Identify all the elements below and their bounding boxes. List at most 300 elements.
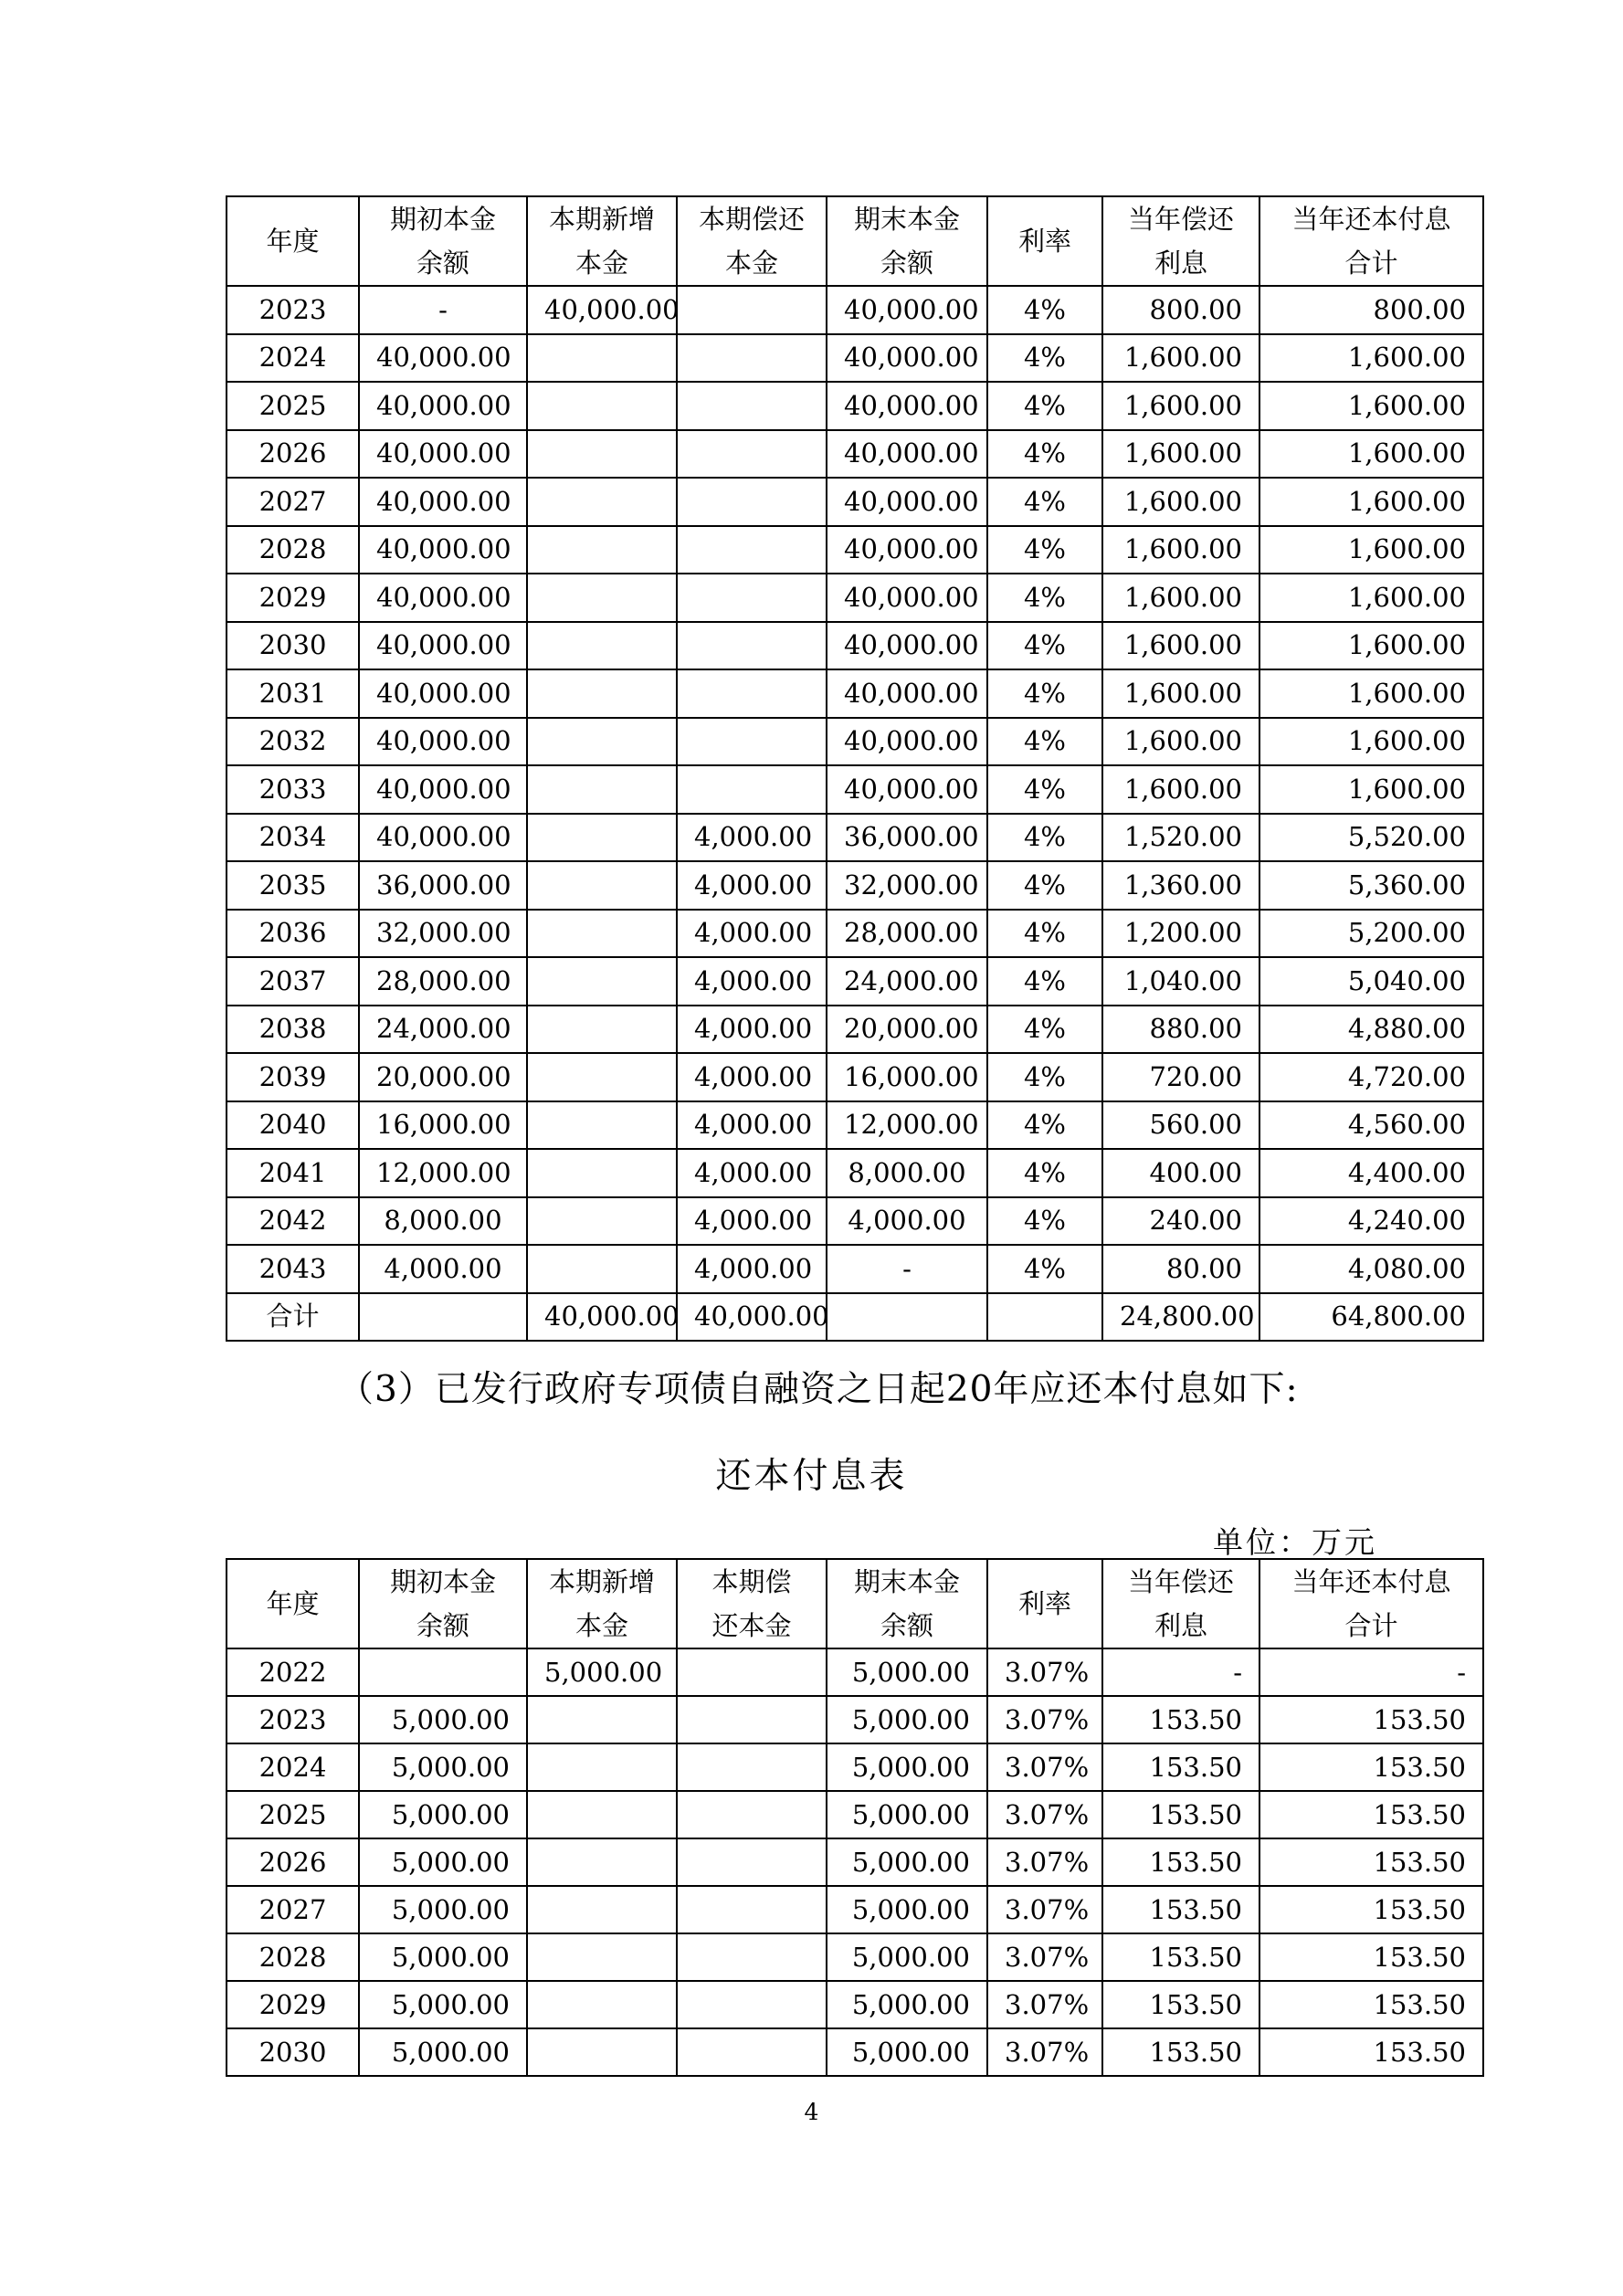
table-cell: 2023 [227, 286, 359, 334]
table-cell: 4,000.00 [677, 910, 827, 958]
table-cell: 40,000.00 [359, 574, 527, 622]
table-cell: 32,000.00 [359, 910, 527, 958]
table-cell: 40,000.00 [359, 814, 527, 862]
table-cell: 20,000.00 [827, 1006, 987, 1054]
table-cell: 1,040.00 [1102, 957, 1259, 1006]
table-cell: 4% [987, 478, 1102, 526]
table-cell: 4,000.00 [677, 1006, 827, 1054]
table-row [227, 334, 1483, 383]
table-cell: 40,000.00 [677, 1293, 827, 1342]
table-cell: 4% [987, 526, 1102, 574]
table-cell [527, 382, 677, 430]
table-cell: 5,360.00 [1259, 861, 1483, 910]
table-cell: 153.50 [1102, 1933, 1259, 1981]
table-cell: 5,000.00 [827, 1981, 987, 2028]
table-row [227, 574, 1483, 622]
table1-header-total: 当年还本付息 合计 [1259, 196, 1483, 286]
table-cell: 800.00 [1102, 286, 1259, 334]
table-row [227, 1197, 1483, 1246]
table-cell: 40,000.00 [359, 334, 527, 383]
table-cell: 3.07% [987, 1838, 1102, 1886]
table-cell: 4% [987, 430, 1102, 479]
table-cell: 8,000.00 [827, 1149, 987, 1197]
table-cell: 4% [987, 382, 1102, 430]
table-cell: 2038 [227, 1006, 359, 1054]
table-cell: 5,000.00 [827, 1886, 987, 1933]
table-row [227, 1791, 1483, 1838]
table-cell: 40,000.00 [527, 286, 677, 334]
table2-title: 还本付息表 [715, 1456, 908, 1497]
table-row [227, 1743, 1483, 1791]
table-row [227, 1933, 1483, 1981]
table-cell: 3.07% [987, 1743, 1102, 1791]
table-cell: 4% [987, 574, 1102, 622]
table-row [227, 861, 1483, 910]
table-cell: 5,000.00 [359, 2028, 527, 2076]
table-cell [527, 861, 677, 910]
table-cell: 5,000.00 [359, 1886, 527, 1933]
table2-header-total: 当年还本付息 合计 [1259, 1559, 1483, 1648]
table-cell: 2031 [227, 669, 359, 718]
table-cell: 1,200.00 [1102, 910, 1259, 958]
table-cell [527, 1791, 677, 1838]
table-cell: 5,040.00 [1259, 957, 1483, 1006]
table-cell: 2026 [227, 1838, 359, 1886]
table-cell [677, 2028, 827, 2076]
table-cell: 153.50 [1102, 1743, 1259, 1791]
table-cell: 4,720.00 [1259, 1053, 1483, 1101]
table-cell [527, 1101, 677, 1150]
table-cell: 2037 [227, 957, 359, 1006]
table-cell [527, 1197, 677, 1246]
table-cell: 40,000.00 [359, 526, 527, 574]
table-cell: 4% [987, 718, 1102, 766]
table-row [227, 718, 1483, 766]
table-cell [527, 430, 677, 479]
table-cell: 153.50 [1102, 1696, 1259, 1743]
table-cell: 5,000.00 [827, 1696, 987, 1743]
table-cell: 2029 [227, 1981, 359, 2028]
table2-header-opening-principal: 期初本金 余额 [359, 1559, 527, 1648]
table-cell: - [359, 286, 527, 334]
repayment-table-2 [226, 1558, 1484, 2077]
table-cell: 4% [987, 1101, 1102, 1150]
table-cell: 1,600.00 [1259, 526, 1483, 574]
table-cell [527, 1886, 677, 1933]
table-cell: 4,000.00 [677, 1149, 827, 1197]
table-cell [677, 478, 827, 526]
table-cell: 2024 [227, 1743, 359, 1791]
table-cell: 40,000.00 [827, 526, 987, 574]
table-cell: 2022 [227, 1648, 359, 1696]
table-cell: 1,600.00 [1102, 478, 1259, 526]
table-cell: 2032 [227, 718, 359, 766]
table-cell: 153.50 [1259, 1743, 1483, 1791]
table-cell [527, 1743, 677, 1791]
table-cell: 40,000.00 [527, 1293, 677, 1342]
table-cell: 64,800.00 [1259, 1293, 1483, 1342]
table-cell: 40,000.00 [827, 718, 987, 766]
table-cell: 40,000.00 [359, 765, 527, 814]
table-cell: 40,000.00 [827, 669, 987, 718]
table-cell: 36,000.00 [359, 861, 527, 910]
table-cell: 4,000.00 [677, 1245, 827, 1293]
table-row [227, 1293, 1483, 1342]
table2-header-interest: 当年偿还 利息 [1102, 1559, 1259, 1648]
table-cell: 240.00 [1102, 1197, 1259, 1246]
table-cell: 3.07% [987, 1933, 1102, 1981]
table-row [227, 765, 1483, 814]
table-cell: 4% [987, 1245, 1102, 1293]
table-cell [677, 718, 827, 766]
table-cell [359, 1293, 527, 1342]
table2-header-new-principal: 本期新增 本金 [527, 1559, 677, 1648]
table-cell: 24,800.00 [1102, 1293, 1259, 1342]
table-cell: 4,560.00 [1259, 1101, 1483, 1150]
table-cell: 4,000.00 [359, 1245, 527, 1293]
table-cell: 2030 [227, 622, 359, 670]
table-cell: 2035 [227, 861, 359, 910]
table-cell: 4% [987, 334, 1102, 383]
table-cell: 40,000.00 [359, 430, 527, 479]
table-cell: 40,000.00 [359, 718, 527, 766]
table-cell [527, 526, 677, 574]
table-cell: 153.50 [1102, 1981, 1259, 2028]
table2-header-rate: 利率 [987, 1559, 1102, 1648]
table-cell [677, 669, 827, 718]
table-cell [527, 1149, 677, 1197]
table-cell: 560.00 [1102, 1101, 1259, 1150]
table-cell [677, 1886, 827, 1933]
table-cell: 5,000.00 [827, 1743, 987, 1791]
table-cell [677, 1696, 827, 1743]
table-cell: 24,000.00 [827, 957, 987, 1006]
table-cell: 5,000.00 [359, 1933, 527, 1981]
table-cell: 1,600.00 [1102, 622, 1259, 670]
table-cell: 4% [987, 286, 1102, 334]
table-cell: 4% [987, 1149, 1102, 1197]
table-cell: 3.07% [987, 1648, 1102, 1696]
table1-body [227, 286, 1483, 1341]
table-cell: 153.50 [1102, 1886, 1259, 1933]
table-cell: 2025 [227, 1791, 359, 1838]
table-cell: 4% [987, 957, 1102, 1006]
table-row [227, 669, 1483, 718]
table-cell: 1,600.00 [1102, 334, 1259, 383]
table-cell [527, 574, 677, 622]
table-cell: 2026 [227, 430, 359, 479]
table-cell: 2027 [227, 1886, 359, 1933]
table-cell [827, 1293, 987, 1342]
table-cell: 3.07% [987, 1981, 1102, 2028]
table-cell [677, 526, 827, 574]
table-cell: 5,000.00 [359, 1838, 527, 1886]
table-cell: 5,000.00 [359, 1696, 527, 1743]
table-cell: 40,000.00 [827, 574, 987, 622]
table-cell: - [1259, 1648, 1483, 1696]
table-cell [527, 814, 677, 862]
table-cell [677, 334, 827, 383]
table-cell: 4% [987, 765, 1102, 814]
table-cell: 3.07% [987, 2028, 1102, 2076]
table-cell: 1,600.00 [1102, 526, 1259, 574]
table-cell: 5,000.00 [827, 2028, 987, 2076]
table2-header-closing-principal: 期末本金 余额 [827, 1559, 987, 1648]
table-cell: 400.00 [1102, 1149, 1259, 1197]
table-cell: 4,400.00 [1259, 1149, 1483, 1197]
table-cell: 2039 [227, 1053, 359, 1101]
table-cell: 4% [987, 861, 1102, 910]
table-cell: 153.50 [1259, 2028, 1483, 2076]
table-cell: 4,000.00 [677, 1101, 827, 1150]
table-row [227, 1053, 1483, 1101]
table-cell: 4,000.00 [677, 861, 827, 910]
table-cell: 12,000.00 [827, 1101, 987, 1150]
table-cell: 4% [987, 1006, 1102, 1054]
table-cell: 153.50 [1259, 1981, 1483, 2028]
table-cell: 3.07% [987, 1886, 1102, 1933]
table-cell: 40,000.00 [827, 430, 987, 479]
table-cell [527, 1981, 677, 2028]
table-cell: 5,000.00 [359, 1981, 527, 2028]
table-cell: 2034 [227, 814, 359, 862]
table-cell [677, 1981, 827, 2028]
table1-header-row [227, 196, 1483, 286]
table-cell: 40,000.00 [359, 622, 527, 670]
table-cell: 4,000.00 [677, 1053, 827, 1101]
table-cell: 1,600.00 [1102, 669, 1259, 718]
table-cell: 4,080.00 [1259, 1245, 1483, 1293]
table-cell: 153.50 [1259, 1933, 1483, 1981]
table-cell [527, 669, 677, 718]
table1-header-rate: 利率 [987, 196, 1102, 286]
table-cell: 1,600.00 [1259, 574, 1483, 622]
table-cell: 4% [987, 910, 1102, 958]
repayment-table-1 [226, 195, 1484, 1342]
table-row [227, 910, 1483, 958]
table-cell: 5,520.00 [1259, 814, 1483, 862]
table-cell: 40,000.00 [827, 622, 987, 670]
table-cell: - [827, 1245, 987, 1293]
table-cell: 40,000.00 [359, 382, 527, 430]
table-cell [527, 334, 677, 383]
table-cell: 2042 [227, 1197, 359, 1246]
table-cell: 1,600.00 [1259, 622, 1483, 670]
table-cell [527, 1838, 677, 1886]
table-cell: 2029 [227, 574, 359, 622]
table-cell: 153.50 [1102, 2028, 1259, 2076]
table-row [227, 1648, 1483, 1696]
section-paragraph: （3）已发行政府专项债自融资之日起20年应还本付息如下: [338, 1369, 1299, 1410]
table-cell: 153.50 [1259, 1696, 1483, 1743]
table-cell: 4% [987, 1053, 1102, 1101]
table-cell: 720.00 [1102, 1053, 1259, 1101]
table-cell: 40,000.00 [827, 286, 987, 334]
table-cell: 2040 [227, 1101, 359, 1150]
table-cell [527, 765, 677, 814]
table-cell [527, 718, 677, 766]
table-cell: 1,600.00 [1259, 478, 1483, 526]
table1-header-opening-principal: 期初本金 余额 [359, 196, 527, 286]
table-cell: 32,000.00 [827, 861, 987, 910]
table-cell [677, 574, 827, 622]
table-cell: 1,360.00 [1102, 861, 1259, 910]
table-cell: 2036 [227, 910, 359, 958]
table-cell [677, 382, 827, 430]
page-number: 4 [804, 2099, 819, 2125]
table-row [227, 957, 1483, 1006]
table-cell: 3.07% [987, 1791, 1102, 1838]
table-cell: 5,200.00 [1259, 910, 1483, 958]
table-cell: 1,520.00 [1102, 814, 1259, 862]
table-cell: 153.50 [1102, 1791, 1259, 1838]
table-cell: 3.07% [987, 1696, 1102, 1743]
table1-header-closing-principal: 期末本金 余额 [827, 196, 987, 286]
table-cell: 1,600.00 [1102, 382, 1259, 430]
table-cell: 4,880.00 [1259, 1006, 1483, 1054]
table-cell: 5,000.00 [359, 1791, 527, 1838]
table-cell: 4% [987, 814, 1102, 862]
table-cell [677, 1838, 827, 1886]
table-cell: 2025 [227, 382, 359, 430]
table-cell [527, 1053, 677, 1101]
table-cell: 153.50 [1259, 1886, 1483, 1933]
table-cell: 153.50 [1259, 1791, 1483, 1838]
table2-header-repaid-principal: 本期偿 还本金 [677, 1559, 827, 1648]
table-cell: 2028 [227, 526, 359, 574]
table-cell: 5,000.00 [827, 1648, 987, 1696]
table-cell: 16,000.00 [827, 1053, 987, 1101]
table-cell: 8,000.00 [359, 1197, 527, 1246]
table-cell: 16,000.00 [359, 1101, 527, 1150]
table2-header-year: 年度 [227, 1559, 359, 1648]
table-row [227, 814, 1483, 862]
table-cell: 4% [987, 1197, 1102, 1246]
table-row [227, 1838, 1483, 1886]
table-cell: 5,000.00 [827, 1791, 987, 1838]
table-cell [527, 622, 677, 670]
table1-header-repaid-principal: 本期偿还 本金 [677, 196, 827, 286]
table-row [227, 286, 1483, 334]
table-cell: 1,600.00 [1259, 382, 1483, 430]
table-cell [527, 1245, 677, 1293]
table-cell: 1,600.00 [1259, 718, 1483, 766]
table-cell: 40,000.00 [827, 765, 987, 814]
table-cell: 28,000.00 [827, 910, 987, 958]
table-cell [527, 1696, 677, 1743]
table-cell: 2033 [227, 765, 359, 814]
table-cell [677, 1648, 827, 1696]
table1-header-year: 年度 [227, 196, 359, 286]
table1-header-new-principal: 本期新增 本金 [527, 196, 677, 286]
table-cell: 1,600.00 [1259, 430, 1483, 479]
table-cell: 40,000.00 [827, 334, 987, 383]
table-cell: 4% [987, 622, 1102, 670]
table-cell [677, 1933, 827, 1981]
table-cell: 4,000.00 [677, 957, 827, 1006]
table-cell [677, 286, 827, 334]
table-cell: 4,000.00 [677, 814, 827, 862]
table-cell: 40,000.00 [359, 669, 527, 718]
table-cell [677, 622, 827, 670]
table-row [227, 1886, 1483, 1933]
table-cell: 1,600.00 [1259, 669, 1483, 718]
table2-header-row [227, 1559, 1483, 1648]
table-cell: 40,000.00 [827, 478, 987, 526]
table-row [227, 1981, 1483, 2028]
table-row [227, 2028, 1483, 2076]
table-cell: 5,000.00 [827, 1933, 987, 1981]
table-cell: 800.00 [1259, 286, 1483, 334]
table-cell: 880.00 [1102, 1006, 1259, 1054]
table-row [227, 1006, 1483, 1054]
table-cell: 153.50 [1102, 1838, 1259, 1886]
table1-header-interest: 当年偿还 利息 [1102, 196, 1259, 286]
table-row [227, 478, 1483, 526]
table-cell [677, 430, 827, 479]
table-cell [987, 1293, 1102, 1342]
table-row [227, 622, 1483, 670]
table-cell: - [1102, 1648, 1259, 1696]
table-row [227, 382, 1483, 430]
table-cell: 80.00 [1102, 1245, 1259, 1293]
table-row [227, 1696, 1483, 1743]
table-cell: 1,600.00 [1259, 334, 1483, 383]
table-cell [527, 1006, 677, 1054]
table-cell [527, 2028, 677, 2076]
table-cell: 12,000.00 [359, 1149, 527, 1197]
table-row [227, 1245, 1483, 1293]
table-cell: 4,000.00 [677, 1197, 827, 1246]
table-cell [677, 1743, 827, 1791]
table-cell: 2041 [227, 1149, 359, 1197]
table-cell: 2023 [227, 1696, 359, 1743]
table-cell: 2024 [227, 334, 359, 383]
table-cell: 24,000.00 [359, 1006, 527, 1054]
table-cell [527, 957, 677, 1006]
table-cell: 4% [987, 669, 1102, 718]
unit-label: 单位：万元 [1213, 1524, 1377, 1560]
table-cell: 1,600.00 [1102, 718, 1259, 766]
table-cell [359, 1648, 527, 1696]
table-cell: 4,000.00 [827, 1197, 987, 1246]
table-cell: 153.50 [1259, 1838, 1483, 1886]
table-row [227, 526, 1483, 574]
table-cell: 40,000.00 [827, 382, 987, 430]
table-cell: 2027 [227, 478, 359, 526]
table-cell: 28,000.00 [359, 957, 527, 1006]
table-row [227, 430, 1483, 479]
table-cell [527, 478, 677, 526]
table-cell: 5,000.00 [827, 1838, 987, 1886]
table-row [227, 1149, 1483, 1197]
table-cell: 40,000.00 [359, 478, 527, 526]
table-cell: 1,600.00 [1102, 574, 1259, 622]
table-cell: 5,000.00 [359, 1743, 527, 1791]
table-cell [527, 1933, 677, 1981]
table-cell: 合计 [227, 1293, 359, 1342]
table-cell: 36,000.00 [827, 814, 987, 862]
table-cell: 1,600.00 [1102, 765, 1259, 814]
table-cell: 2043 [227, 1245, 359, 1293]
table-cell: 1,600.00 [1102, 430, 1259, 479]
table2-body [227, 1648, 1483, 2076]
table-cell: 5,000.00 [527, 1648, 677, 1696]
table-cell: 2028 [227, 1933, 359, 1981]
table-cell [677, 1791, 827, 1838]
table-cell: 20,000.00 [359, 1053, 527, 1101]
table-cell: 1,600.00 [1259, 765, 1483, 814]
